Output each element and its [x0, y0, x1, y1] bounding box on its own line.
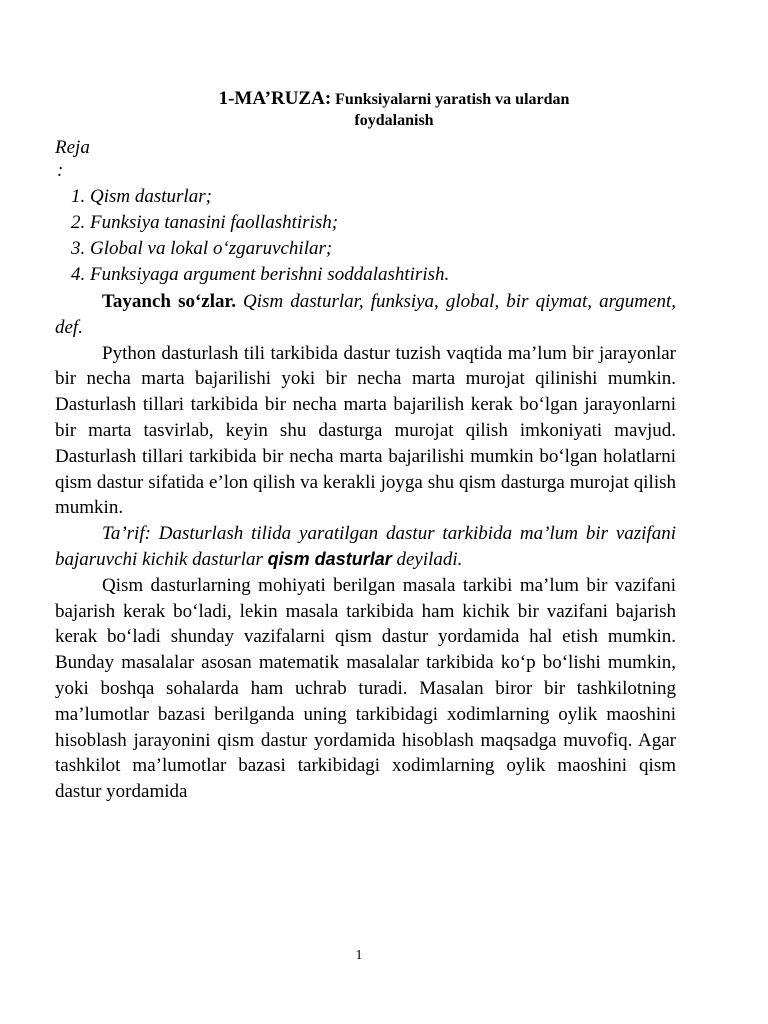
- lecture-title-line2: foydalanish: [354, 112, 434, 129]
- page-number: 1: [355, 948, 363, 963]
- keywords-text: Qism dasturlar, funksiya, global, bir qiymat, argument, def.: [55, 291, 676, 338]
- lecture-number: 1-MA’RUZA:: [218, 88, 332, 109]
- paragraph-intro: Python dasturlash tili tarkibida dastur tuzish vaqtida ma’lum bir jarayonlar bir necha marta bajarilishi yoki bir necha marta murojat qilinishi mumkin. Dasturlash tillari tarkibida bir necha marta bajarilish kerak bo‘lgan jarayonlarni bir marta tasvirlab, keyin shu dasturga murojat qilish imkoniyati mavjud. Dasturlash tillari tarkibida bir necha marta bajarilishi mumkin bo‘lgan holatlarni qism dastur sifatida e’lon qilish va kerakli joyga shu qism dasturga murojat qilish mumkin.: [55, 342, 676, 519]
- plan-item: 2. Funksiya tanasini faollashtirish;: [71, 212, 339, 233]
- keywords-paragraph: [55, 289, 676, 341]
- keywords-label: Tayanch so‘zlar.: [102, 291, 236, 312]
- plan-item: 1. Qism dasturlar;: [71, 186, 212, 207]
- lecture-title-text: Funksiyalarni yaratish va ulardan: [331, 91, 570, 108]
- definition-start: Ta’rif: Dasturlash tilida yaratilgan dastur tarkibida ma’lum bir vazifani bajaruvchi kichik dasturlar: [55, 523, 676, 570]
- definition-paragraph: [55, 521, 676, 573]
- lecture-title: [60, 88, 728, 111]
- plan-item: 3. Global va lokal o‘zgaruvchilar;: [71, 238, 333, 259]
- paragraph-essence: Qism dasturlarning mohiyati berilgan masala tarkibi ma’lum bir vazifani bajarish kerak bo‘ladi, lekin masala tarkibida ham kichik bir vazifani bajarish kerak bo‘ladi shunday vazifalarni qism dastur yordamida hal etish mumkin. Bunday masalalar asosan matematik masalalar tarkibida ko‘p bo‘lishi mumkin, yoki boshqa sohalarda ham uchrab turadi. Masalan biror bir tashkilotning ma’lumotlar bazasi berilganda uning tarkibidagi xodimlarning oylik maoshini hisoblash jarayonini qism dastur yordamida hisoblash maqsadga muvofiq. Agar tashkilot ma’lumotlar bazasi tarkibidagi xodimlarning oylik maoshini qism dastur yordamida: [55, 574, 676, 803]
- plan-list: [71, 184, 449, 288]
- plan-heading: Reja: [55, 137, 90, 158]
- plan-item: 4. Funksiyaga argument berishni soddalashtirish.: [71, 264, 450, 285]
- plan-colon: :: [57, 160, 64, 181]
- definition-end: deyiladi.: [391, 548, 463, 570]
- body-text: [55, 289, 676, 805]
- definition-term: qism dasturlar: [267, 548, 392, 569]
